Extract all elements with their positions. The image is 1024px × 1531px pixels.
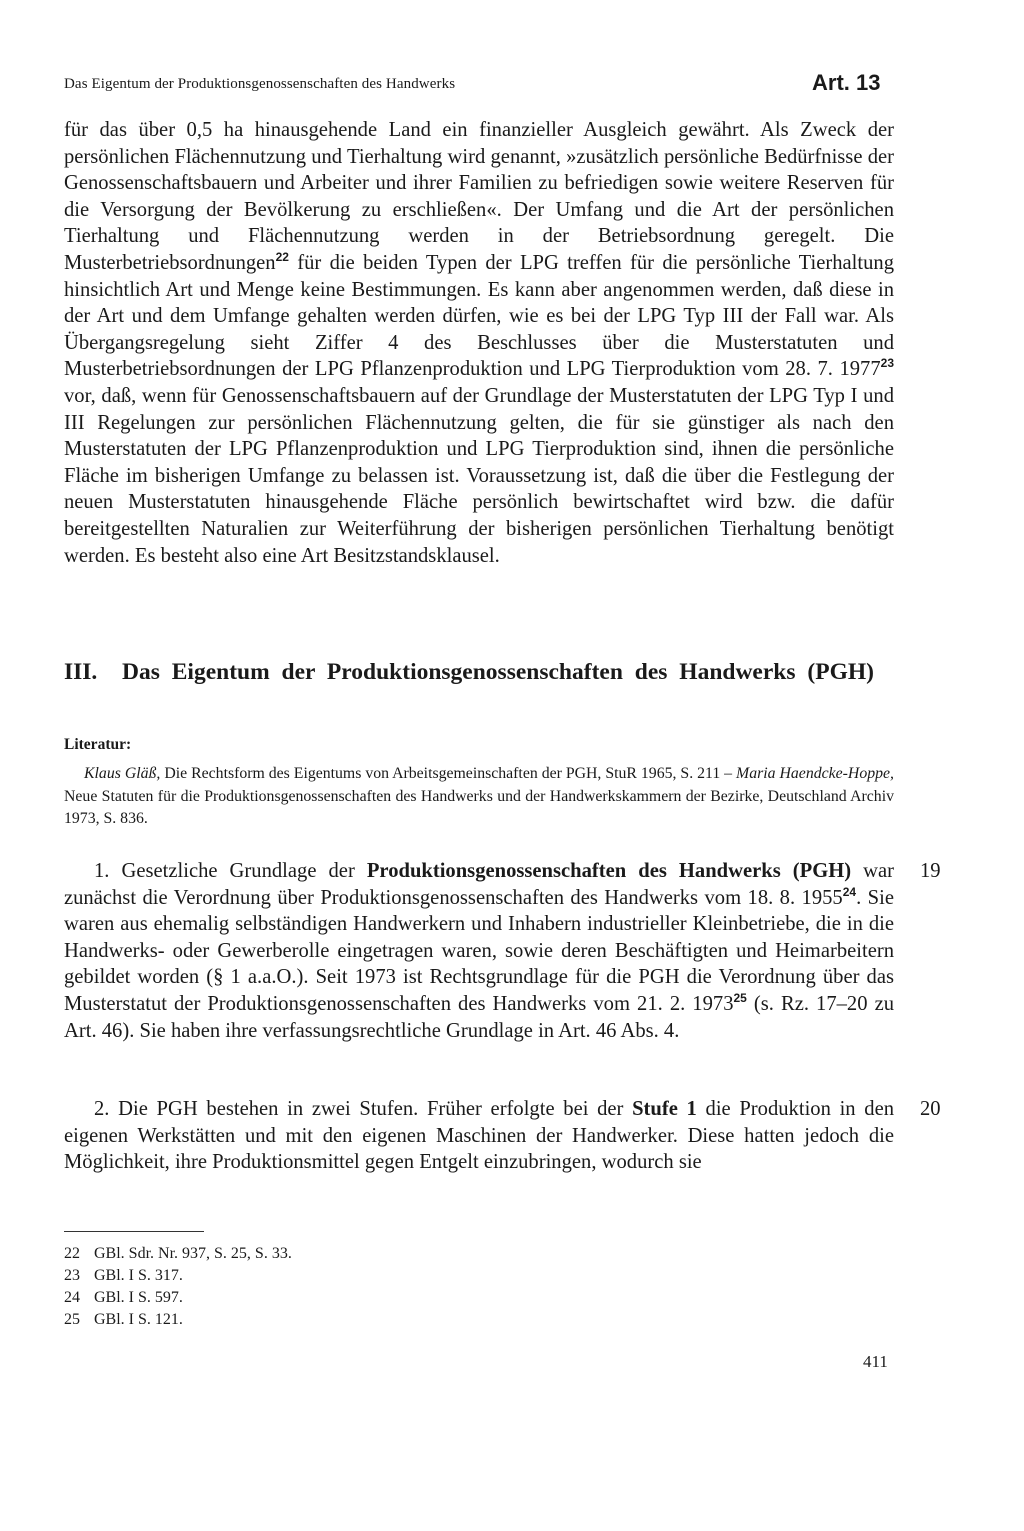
footnote-item [64,1287,292,1309]
literature-author: Klaus Gläß, [84,765,161,782]
section-heading [64,657,894,687]
paragraph-19 [64,858,894,1044]
paragraph-20 [64,1096,894,1176]
margin-number-20: 20 [920,1098,941,1120]
bold-term: Produktionsgenossenschaften des Handwerks (PGH) [366,860,852,882]
footnote-ref-25[interactable]: 25 [733,990,747,1005]
page-number: 411 [863,1352,888,1371]
footnote-text: GBl. I S. 121. [94,1311,183,1328]
footnote-ref-24[interactable]: 24 [842,884,857,899]
footnote-text: GBl. I S. 597. [94,1289,183,1306]
paragraph-text: für die beiden Typen der LPG treffen für die persönliche Tierhaltung hinsichtlich Art und Menge keine Bestimmungen. Es kann aber angenommen werden, daß diese in der Art und dem Umfange gehalten werden dürfen, wie es bei der LPG Typ III der Fall war. Als Übergangsregelung sieht Ziffer 4 des Beschlusses über die Musterstatuten und Musterbetriebsordnungen der LPG Pflanzenproduktion und LPG Tierproduktion vom 28. 7. 1977 [64,251,894,381]
bold-term: Stufe 1 [632,1098,697,1120]
footnote-text: GBl. I S. 317. [94,1267,183,1284]
running-title: Das Eigentum der Produktionsgenossenschaften des Handwerks [64,76,456,92]
paragraph-text: 1. Gesetzliche Grundlage der [94,860,367,882]
footnote-number: 23 [64,1267,80,1284]
paragraph-text: (s. Rz. 17–20 zu Art. 46). Sie haben ihre verfassungsrechtliche Grundlage in Art. 46 Abs. 4. [64,992,895,1042]
footnote-number: 24 [64,1289,80,1306]
footnote-item [64,1309,292,1331]
paragraph-continued [64,117,894,569]
footnotes [64,1243,292,1331]
literature-list [64,763,894,831]
footnote-ref-23[interactable]: 23 [880,356,894,371]
paragraph-text: für das über 0,5 ha hinausgehende Land ein finanzieller Ausgleich gewährt. Als Zweck der persönlichen Flächennutzung und Tierhaltung wird genannt, »zusätzlich persönliche Bedürfnisse der Genossenschaftsbauern und Arbeiter und ihrer Familien zu befriedigen sowie weitere Reserven für die Versorgung der Bevölkerung zu erschließen«. Der Umfang und die Art der persönlichen Tierhaltung und Flächennutzung werden in der Betriebsordnung geregelt. Die Musterbetriebsordnungen [64,119,894,274]
section-number: III. [64,659,98,685]
footnote-number: 25 [64,1311,80,1328]
paragraph-text: 2. Die PGH bestehen in zwei Stufen. Früher erfolgte bei der [94,1098,633,1120]
paragraph-text: war zunächst die Verordnung über Produktionsgenossenschaften des Handwerks vom 18. 8. 1955 [64,860,894,909]
footnote-ref-22[interactable]: 22 [275,249,289,264]
article-label: Art. 13 [812,70,881,95]
margin-number-19: 19 [920,860,941,882]
paragraph-text: vor, daß, wenn für Genossenschaftsbauern auf der Grundlage der Musterstatuten der LPG Typ I und III Regelungen zur persönlichen Flächennutzung gelten, die für sie günstiger als nach den Musterstatuten der LPG Pflanzenproduktion und LPG Tierproduktion sind, ihnen die persönliche Fläche im bisherigen Umfange zu belassen ist. Voraussetzung ist, daß die über die Festlegung der neuen Musterstatuten hinausgehende Fläche persönlich bewirtschaftet wird bzw. die dafür bereitgestellten Naturalien zur Weiterführung der bisherigen persönlichen Tierhaltung benötigt werden. Es besteht also eine Art Besitzstandsklausel. [64,384,894,567]
paragraph-text: . Sie waren aus ehemalig selbständigen Handwerkern und Inhabern industrieller Kleinbetriebe, die in die Handwerks- oder Gewerberolle eingetragen waren, sowie deren Beschäftigten und Heimarbeitern gebildet worden (§ 1 a.a.O.). Seit 1973 ist Rechtsgrundlage für die PGH die Verordnung über das Musterstatut der Produktionsgenossenschaften des Handwerks vom 21. 2. 1973 [64,886,894,1015]
paragraph-text: die Produktion in den eigenen Werkstätten und mit den eigenen Maschinen der Handwerker. Diese hatten jedoch die Möglichkeit, ihre Produktionsmittel gegen Entgelt einzubringen, wodurch sie [64,1098,895,1174]
footnote-item [64,1243,292,1265]
footnote-number: 22 [64,1245,80,1262]
literature-author: Maria Haendcke-Hoppe, [736,765,894,782]
footnote-item [64,1265,292,1287]
footnote-text: GBl. Sdr. Nr. 937, S. 25, S. 33. [94,1245,292,1262]
footnote-divider [64,1231,204,1232]
literature-entry: Die Rechtsform des Eigentums von Arbeitsgemeinschaften der PGH, StuR 1965, S. 211 – [160,765,737,782]
literature-entry: Neue Statuten für die Produktionsgenossenschaften des Handwerks und der Handwerkskammern der Bezirke, Deutschland Archiv 1973, S. 836. [64,787,894,827]
literature-label: Literatur: [64,736,132,753]
section-title: Das Eigentum der Produktionsgenossenschaften des Handwerks (PGH) [122,659,874,685]
